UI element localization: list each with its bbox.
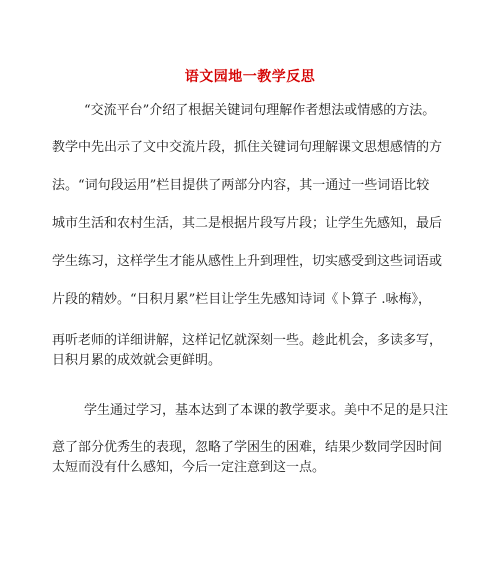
paragraph-line: “交流平台”介绍了根据关键词句理解作者想法或情感的方法。 xyxy=(84,103,436,118)
paragraph-line: 片段的精妙。“日积月累”栏目让学生先感知诗词《卜算子 .咏梅》， xyxy=(52,292,432,307)
paragraph-line: 学生通过学习，基本达到了本课的教学要求。美中不足的是只注 xyxy=(84,403,449,418)
paragraph-line: 日积月累的成效就会更鲜明。 xyxy=(52,353,222,368)
paragraph-line: 教学中先出示了文中交流片段，抓住关键词句理解课文思想感情的方 xyxy=(52,140,443,155)
paragraph-line: 法。“词句段运用”栏目提供了两部分内容，其一通过一些词语比较 xyxy=(52,178,430,193)
paragraph-line: 学生练习，这样学生才能从感性上升到理性，切实感受到这些词语或 xyxy=(52,254,443,269)
paragraph-line: 意了部分优秀生的表现，忽略了学困生的困难，结果少数同学因时间 xyxy=(52,440,443,455)
document-title: 语文园地一教学反思 xyxy=(184,69,316,85)
paragraph-line: 再听老师的详细讲解，这样记忆就深刻一些。趁此机会，多读多写， xyxy=(52,333,443,348)
paragraph-line: 城市生活和农村生活，其二是根据片段写片段；让学生先感知，最后 xyxy=(52,216,443,231)
paragraph-line: 太短而没有什么感知，今后一定注意到这一点。 xyxy=(52,460,326,475)
